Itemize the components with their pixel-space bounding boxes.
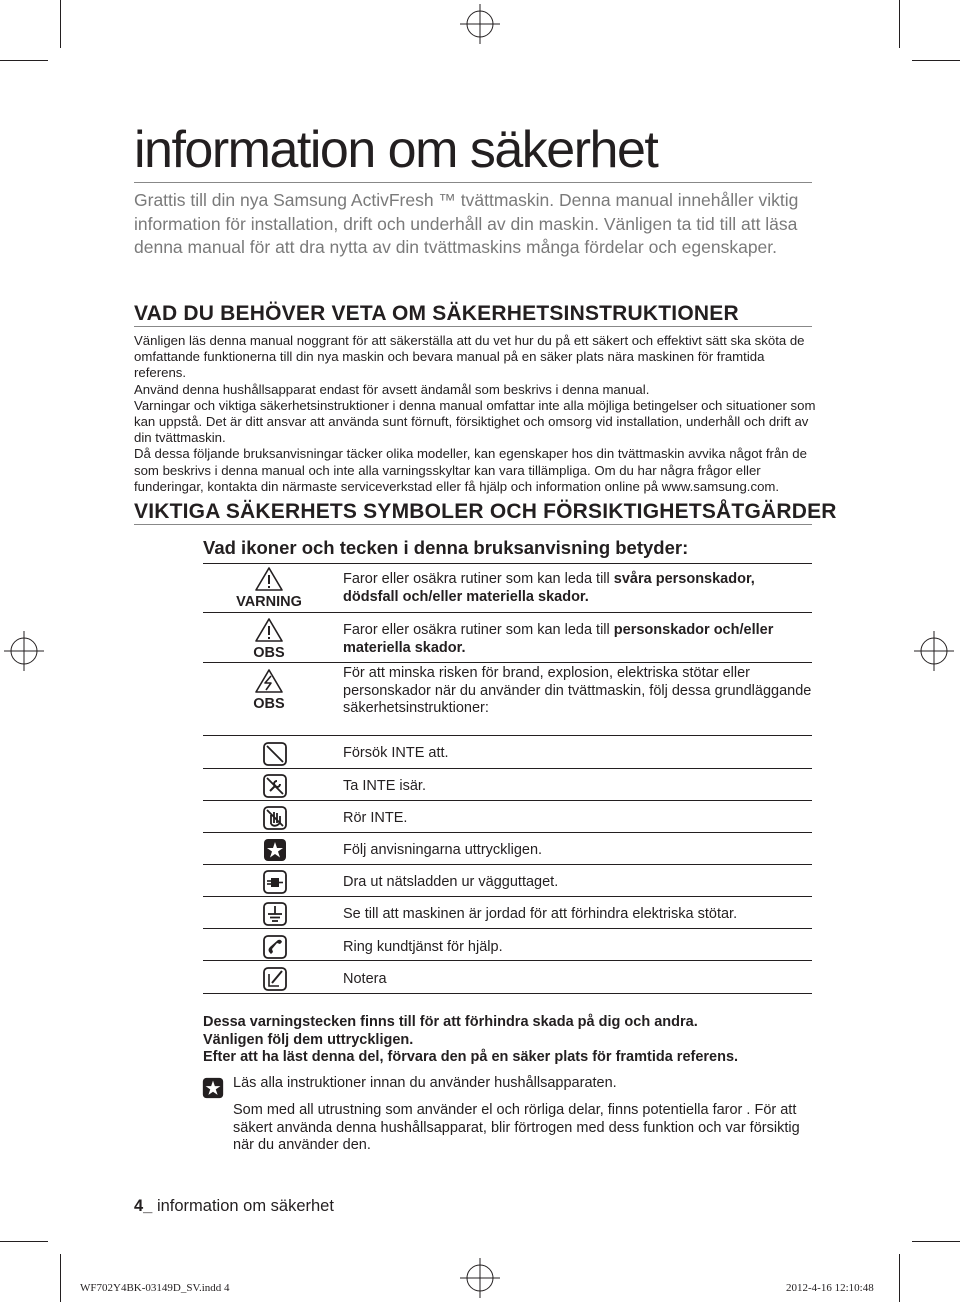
follow-instructions-icon [201, 1076, 225, 1100]
print-timestamp: 2012-4-16 12:10:48 [786, 1282, 874, 1294]
table-row-rule [203, 612, 812, 613]
description-text: Faror eller osäkra rutiner som kan leda till [343, 571, 614, 587]
description-text: För att minska risken för brand, explosion, elektriska stötar eller personskador när du använder din tvättmaskin, följ dessa grundläggande säkerhetsinstruktioner: [343, 665, 812, 716]
body-paragraph: Vänligen läs denna manual noggrant för att säkerställa att du vet hur du på ett säkert och effektivt sätt ska sköta de omfattande funktionerna till din nya maskin och bevara manual på en säker plats nära maskinen för framtida referens. [134, 333, 805, 381]
warning-line: Dessa varningstecken finns till för att förhindra skada på dig och andra. [203, 1014, 698, 1030]
symbol-caution [203, 617, 335, 661]
intro-paragraph: Grattis till din nya Samsung ActivFresh ™ tvättmaskin. Denna manual innehåller viktig information för installation, drift och underhåll av din maskin. Vänligen ta tid till att läsa denna manual för att dra nytta av din tvättmaskins många fördelar och egenskaper. [134, 190, 799, 257]
section-divider [134, 524, 812, 525]
description-bold-text: personskador och/eller materiella skador. [343, 622, 774, 656]
follow-instructions-icon [262, 837, 288, 863]
symbol-label: OBS [253, 696, 285, 712]
description-bold-text: svåra personskador, dödsfall och/eller materiella skador. [343, 571, 755, 605]
registration-mark-icon [460, 1258, 500, 1298]
body-paragraph: Varningar och viktiga säkerhetsinstruktioner i denna manual omfattar inte alla möjliga betingelser och situationer som kan uppstå. Det är ditt ansvar att använda sunt förnuft, försiktighet och omsorg vid installation, underhåll och drift av din tvättmaskin. [134, 397, 816, 446]
description-text: Faror eller osäkra rutiner som kan leda till [343, 622, 614, 638]
icon-description: Ta INTE isär. [343, 778, 426, 794]
symbol-warning [203, 566, 335, 610]
table-row-rule [203, 800, 812, 801]
call-service-icon [262, 934, 288, 960]
warning-line: Vänligen följ dem uttryckligen. [203, 1031, 414, 1048]
icon-description: Notera [343, 971, 387, 987]
symbol-electric-caution [203, 668, 335, 712]
body-paragraph: Använd denna hushållsapparat endast för avsett ändamål som beskrivs i denna manual. [134, 381, 650, 397]
crop-mark [60, 0, 61, 48]
footer-section-name: information om säkerhet [152, 1197, 334, 1215]
do-not-attempt-icon [262, 741, 288, 767]
note-text: Som med all utrustning som använder el och rörliga delar, finns potentiella faror . För att säkert använda denna hushållsapparat, blir förtrogen med dess funktion och var försiktig när du använder den. [233, 1102, 800, 1153]
registration-mark-icon [4, 631, 44, 671]
icon-description: Rör INTE. [343, 810, 408, 826]
note-icon [262, 966, 288, 992]
warning-line: Efter att ha läst denna del, förvara den på en säker plats för framtida referens. [203, 1049, 739, 1065]
symbol-description [343, 571, 813, 606]
icon-description: Följ anvisningarna uttryckligen. [343, 842, 543, 858]
icon-description: Se till att maskinen är jordad för att förhindra elektriska stötar. [343, 906, 738, 922]
print-file-name: WF702Y4BK-03149D_SV.indd 4 [80, 1282, 230, 1294]
ground-icon [262, 901, 288, 927]
warning-triangle-icon [254, 566, 284, 592]
crop-mark [899, 0, 900, 48]
registration-mark-icon [914, 631, 954, 671]
title-divider [134, 182, 812, 183]
crop-mark [0, 1241, 48, 1242]
table-row-rule [203, 960, 812, 961]
warning-statement [203, 1014, 738, 1067]
page-title: information om säkerhet [134, 121, 658, 179]
note-text: Läs alla instruktioner innan du använder hushållsapparaten. [233, 1075, 617, 1091]
table-top-rule [203, 563, 812, 564]
section-heading-safety-symbols: VIKTIGA SÄKERHETS SYMBOLER OCH FÖRSIKTIGHETSÅTGÄRDER [134, 500, 837, 523]
icon-description: Ring kundtjänst för hjälp. [343, 939, 503, 955]
symbol-description [343, 665, 813, 718]
symbol-label: VARNING [236, 594, 302, 610]
section-divider [134, 326, 812, 327]
table-row-rule [203, 768, 812, 769]
crop-mark [0, 60, 48, 61]
page-number: 4_ [134, 1197, 153, 1215]
section-heading-safety-instructions: VAD DU BEHÖVER VETA OM SÄKERHETSINSTRUKTIONER [134, 302, 739, 325]
symbol-label: OBS [253, 645, 285, 661]
icon-description: Dra ut nätsladden ur vägguttaget. [343, 874, 559, 890]
do-not-disassemble-icon [262, 773, 288, 799]
symbols-subheading: Vad ikoner och tecken i denna bruksanvisning betyder: [203, 537, 689, 558]
crop-mark [60, 1254, 61, 1302]
table-row-rule [203, 864, 812, 865]
electric-shock-triangle-icon [254, 668, 284, 694]
crop-mark [912, 60, 960, 61]
do-not-touch-icon [262, 805, 288, 831]
caution-triangle-icon [254, 617, 284, 643]
body-paragraph: Då dessa följande bruksanvisningar täcker olika modeller, kan egenskaper hos din tvättmaskin avvika något från de som beskrivs i denna manual och inte alla varningsskyltar kan vara tillämpliga. Om du har några frågor eller funderingar, kontakta din närmaste serviceverkstad eller få hjälp och information online på www.samsung.com. [134, 446, 807, 494]
table-row-rule [203, 896, 812, 897]
table-bottom-rule [203, 993, 812, 994]
table-row-rule [203, 735, 812, 736]
symbol-description [343, 622, 813, 657]
icon-description: Försök INTE att. [343, 745, 449, 761]
safety-instructions-body [134, 333, 818, 495]
table-row-rule [203, 928, 812, 929]
crop-mark [899, 1254, 900, 1302]
table-row-rule [203, 832, 812, 833]
crop-mark [912, 1241, 960, 1242]
page-footer [134, 1197, 334, 1216]
registration-mark-icon [460, 4, 500, 44]
table-row-rule [203, 662, 812, 663]
unplug-icon [262, 869, 288, 895]
